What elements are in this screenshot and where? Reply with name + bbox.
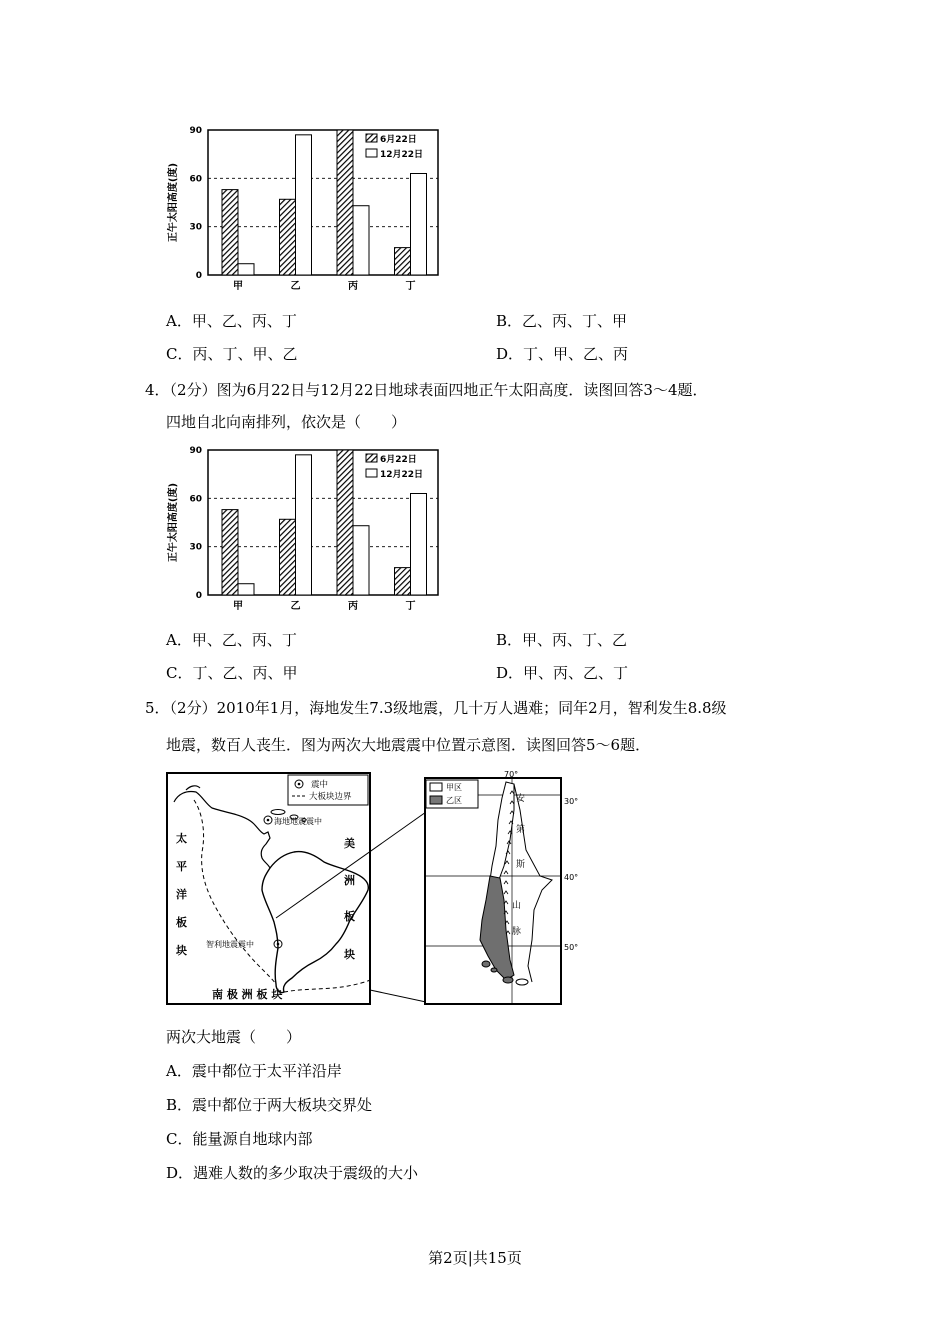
y-tick-label: 90: [189, 446, 202, 456]
andes-char-1: 安: [516, 794, 526, 804]
america-plate-char-1: 美: [344, 837, 355, 850]
bar: [411, 174, 427, 276]
pacific-plate-char-2: 平: [176, 860, 187, 873]
pacific-plate-char-1: 太: [176, 832, 187, 845]
q3-option-a[interactable]: A．甲、乙、丙、丁: [166, 312, 297, 330]
bar: [337, 450, 353, 595]
haiti-epicenter-label: 海地地震震中: [274, 817, 322, 826]
y-tick-label: 0: [195, 271, 202, 281]
bar: [411, 494, 427, 596]
x-tick-label: 丁: [405, 281, 416, 292]
q4-stem-line2: 四地自北向南排列，依次是（ ）: [166, 413, 407, 431]
x-tick-label: 乙: [290, 281, 301, 292]
legend-boundary-label: 大板块边界: [309, 792, 352, 802]
bar-chart-2: [160, 440, 450, 620]
bar: [238, 264, 254, 275]
pacific-plate-char-4: 板: [176, 916, 187, 929]
chile-epicenter-label: 智利地震震中: [206, 940, 254, 949]
america-plate-char-3: 板: [344, 910, 355, 923]
andes-char-4: 山: [512, 901, 522, 911]
legend-zone-a-label: 甲区: [446, 783, 462, 792]
x-tick-label: 丙: [348, 601, 358, 612]
bar: [337, 130, 353, 275]
y-axis-label: 正午太阳高度(度): [168, 482, 179, 563]
legend-swatch: [366, 134, 377, 142]
q4-stem-line1: 4．（2分）图为6月22日与12月22日地球表面四地正午太阳高度．读图回答3～4题．: [145, 381, 708, 399]
x-tick-label: 甲: [233, 281, 243, 292]
bar: [353, 526, 369, 595]
q3-option-d[interactable]: D．丁、甲、乙、丙: [496, 345, 629, 363]
chile-zone-map: [424, 770, 584, 1006]
bar: [353, 206, 369, 275]
q4-option-c[interactable]: C．丁、乙、丙、甲: [166, 664, 298, 682]
bar-chart-1: [160, 120, 450, 300]
bar: [296, 455, 312, 595]
america-plate-char-4: 块: [344, 948, 355, 961]
legend-zone-b-label: 乙区: [446, 796, 462, 805]
legend-label: 12月22日: [380, 470, 424, 480]
longitude-70-label: 70°: [504, 770, 519, 779]
q5-stem-line2: 地震，数百人丧生．图为两次大地震震中位置示意图．读图回答5～6题．: [166, 736, 651, 754]
x-tick-label: 乙: [290, 601, 301, 612]
legend-swatch: [366, 454, 377, 462]
antarctic-plate-label: 南 极 洲 板 块: [212, 988, 283, 1001]
legend-label: 6月22日: [380, 455, 417, 465]
y-tick-label: 60: [189, 494, 202, 505]
y-axis-label: 正午太阳高度(度): [168, 162, 179, 243]
y-tick-label: 30: [189, 542, 202, 553]
latitude-30-label: 30°: [564, 797, 579, 806]
legend-label: 12月22日: [380, 150, 424, 160]
bar: [296, 135, 312, 275]
q4-option-b[interactable]: B．甲、丙、丁、乙: [496, 631, 628, 649]
q4-option-a[interactable]: A．甲、乙、丙、丁: [166, 631, 297, 649]
q3-option-b[interactable]: B．乙、丙、丁、甲: [496, 312, 628, 330]
q4-option-d[interactable]: D．甲、丙、乙、丁: [496, 664, 629, 682]
america-plate-char-2: 洲: [344, 874, 355, 887]
y-tick-label: 30: [189, 222, 202, 233]
bar: [395, 568, 411, 595]
q5-question: 两次大地震（ ）: [166, 1028, 302, 1046]
y-tick-label: 90: [189, 126, 202, 136]
map-connector-lines: [270, 772, 430, 1006]
bar: [280, 519, 296, 595]
bar: [395, 248, 411, 275]
legend-swatch: [366, 149, 377, 157]
q5-option-d[interactable]: D．遇难人数的多少取决于震级的大小: [166, 1164, 419, 1182]
y-tick-label: 0: [195, 591, 202, 601]
page-footer: 第2页|共15页: [428, 1249, 522, 1267]
x-tick-label: 丙: [348, 281, 358, 292]
q5-stem-line1: 5．（2分）2010年1月，海地发生7.3级地震，几十万人遇难；同年2月，智利发生8.8级: [145, 699, 727, 717]
bar: [238, 584, 254, 595]
andes-char-5: 脉: [512, 927, 522, 937]
legend-epicenter-label: 震中: [311, 780, 329, 790]
pacific-plate-char-5: 块: [176, 944, 187, 957]
q5-option-c[interactable]: C．能量源自地球内部: [166, 1130, 313, 1148]
q3-option-c[interactable]: C．丙、丁、甲、乙: [166, 345, 298, 363]
bar: [222, 510, 238, 595]
q5-option-a[interactable]: A．震中都位于太平洋沿岸: [166, 1062, 342, 1080]
legend-label: 6月22日: [380, 135, 417, 145]
y-tick-label: 60: [189, 174, 202, 185]
legend-swatch: [366, 469, 377, 477]
latitude-40-label: 40°: [564, 873, 579, 882]
pacific-plate-char-3: 洋: [176, 888, 187, 901]
bar: [222, 190, 238, 275]
andes-char-2: 第: [516, 825, 526, 835]
bar: [280, 199, 296, 275]
x-tick-label: 丁: [405, 601, 416, 612]
latitude-50-label: 50°: [564, 943, 579, 952]
q5-option-b[interactable]: B．震中都位于两大板块交界处: [166, 1096, 373, 1114]
x-tick-label: 甲: [233, 601, 243, 612]
andes-char-3: 斯: [516, 860, 526, 870]
